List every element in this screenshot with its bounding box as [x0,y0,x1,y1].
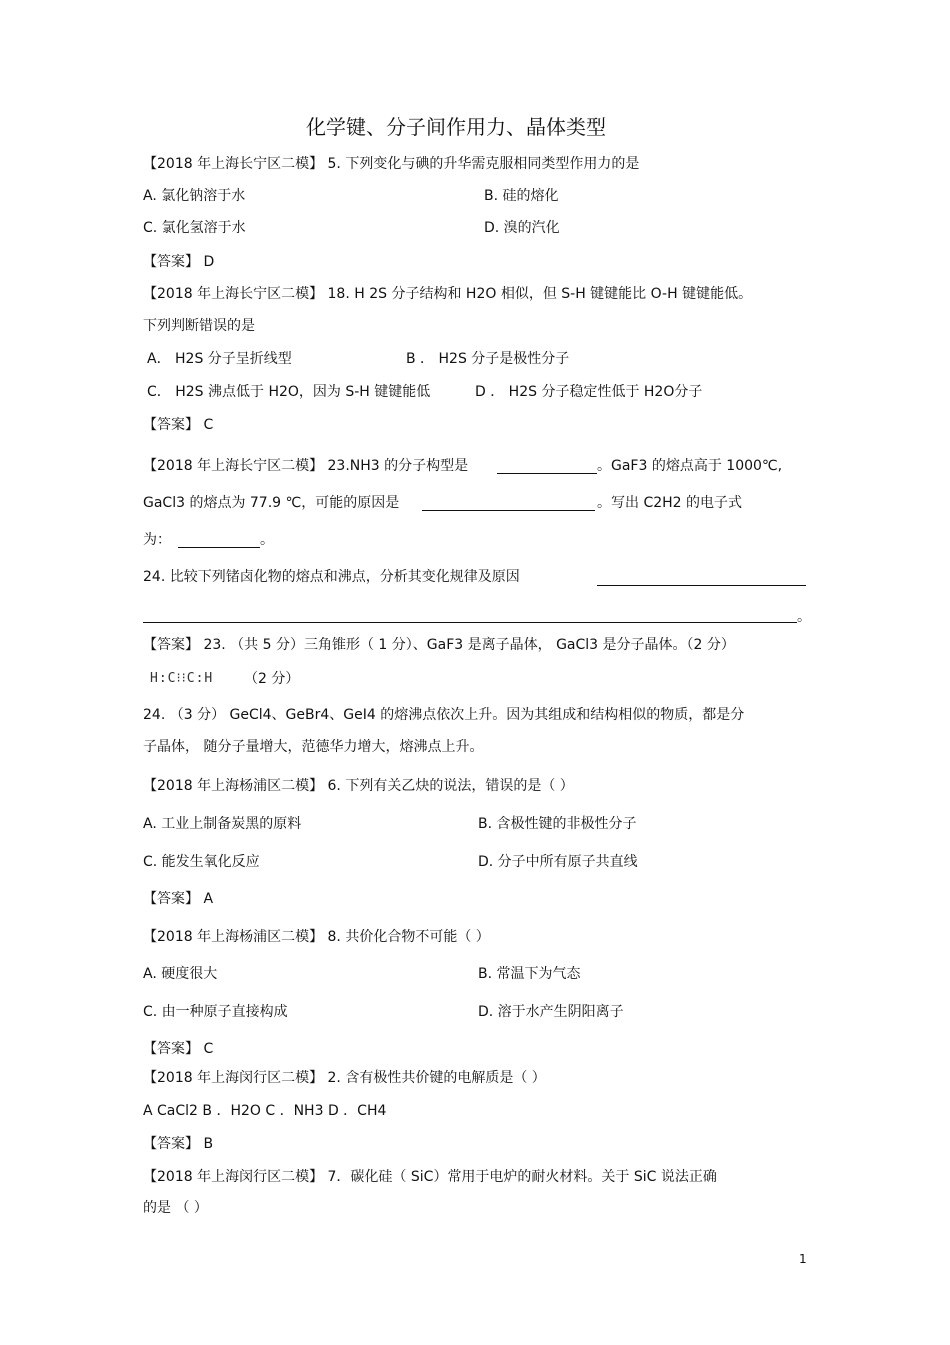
option-a: A. 硬度很大 [143,966,218,982]
option-b: B ． H2S 分子是极性分子 [406,351,570,367]
question-24-line1: 24. 比较下列锗卤化物的熔点和沸点，分析其变化规律及原因 [143,569,520,585]
answer: 【答案】 C [143,1041,214,1057]
question-18-subtext: 下列判断错误的是 [143,318,255,334]
option-b: B. 含极性键的非极性分子 [478,816,637,832]
option-c: C. 由一种原子直接构成 [143,1004,288,1020]
answer-blank [597,585,806,586]
page-number: 1 [799,1252,807,1266]
option-b: B. 硅的熔化 [484,188,559,204]
option-c: C. 能发生氧化反应 [143,854,260,870]
answer: 【答案】 D [143,254,215,270]
answer-23: 【答案】 23. （共 5 分）三角锥形（ 1 分）、GaF3 是离子晶体， GaCl3 是分子晶体。（2 分） [143,637,735,653]
answer-blank [143,622,797,623]
question-2-header: 【2018 年上海闵行区二模】 2. 含有极性共价键的电解质是（ ） [143,1070,546,1086]
option-c: C． H2S 沸点低于 H2O，因为 S-H 键键能低 [147,384,431,400]
electron-formula: H:C⁝⁝C:H [150,671,214,686]
question-24-line2-end: 。 [797,609,811,625]
question-18-header: 【2018 年上海长宁区二模】 18. H 2S 分子结构和 H2O 相似，但 S-H 键键能比 O-H 键键能低。 [143,286,753,302]
option-a: A. 工业上制备炭黑的原料 [143,816,302,832]
option-d: D. 分子中所有原子共直线 [478,854,638,870]
question-23-line1-end: 。GaF3 的熔点高于 1000℃, [597,458,783,474]
option-b: B. 常温下为气态 [478,966,581,982]
page-title: 化学键、分子间作用力、晶体类型 [306,115,606,139]
question-23-line2: GaCl3 的熔点为 77.9 ℃，可能的原因是 [143,495,400,511]
option-c: C. 氯化氢溶于水 [143,220,246,236]
options-row: A CaCl2 B ．H2O C ．NH3 D ．CH4 [143,1103,387,1119]
answer-24-line1: 24. （3 分） GeCl4、GeBr4、GeI4 的熔沸点依次上升。因为其组成和结构相似的物质，都是分 [143,707,745,723]
answer-blank [422,510,595,511]
question-6-header: 【2018 年上海杨浦区二模】 6. 下列有关乙炔的说法，错误的是（ ） [143,778,574,794]
option-a: A. 氯化钠溶于水 [143,188,246,204]
answer-24-line2: 子晶体， 随分子量增大，范德华力增大，熔沸点上升。 [143,739,484,755]
question-23-line1: 【2018 年上海长宁区二模】 23.NH3 的分子构型是 [143,458,469,474]
option-d: D. 溴的汽化 [484,220,560,236]
option-d: D. 溶于水产生阴阳离子 [478,1004,624,1020]
electron-formula-points: （2 分） [244,671,300,687]
option-d: D ． H2S 分子稳定性低于 H2O分子 [475,384,703,400]
answer-blank [497,473,597,474]
question-7-header: 【2018 年上海闵行区二模】 7．碳化硅（ SiC）常用于电炉的耐火材料。关于 SiC 说法正确 [143,1169,717,1185]
answer: 【答案】 C [143,417,214,433]
answer-blank [178,547,260,548]
question-23-line3: 为： [143,532,171,548]
question-23-line3-end: 。 [260,532,274,548]
question-5-header: 【2018 年上海长宁区二模】 5. 下列变化与碘的升华需克服相同类型作用力的是 [143,156,640,172]
answer: 【答案】 B [143,1136,214,1152]
answer: 【答案】 A [143,891,214,907]
question-8-header: 【2018 年上海杨浦区二模】 8. 共价化合物不可能（ ） [143,929,490,945]
option-a: A． H2S 分子呈折线型 [147,351,292,367]
question-23-line2-end: 。写出 C2H2 的电子式 [597,495,743,511]
question-7-subtext: 的是 （ ） [143,1200,208,1216]
